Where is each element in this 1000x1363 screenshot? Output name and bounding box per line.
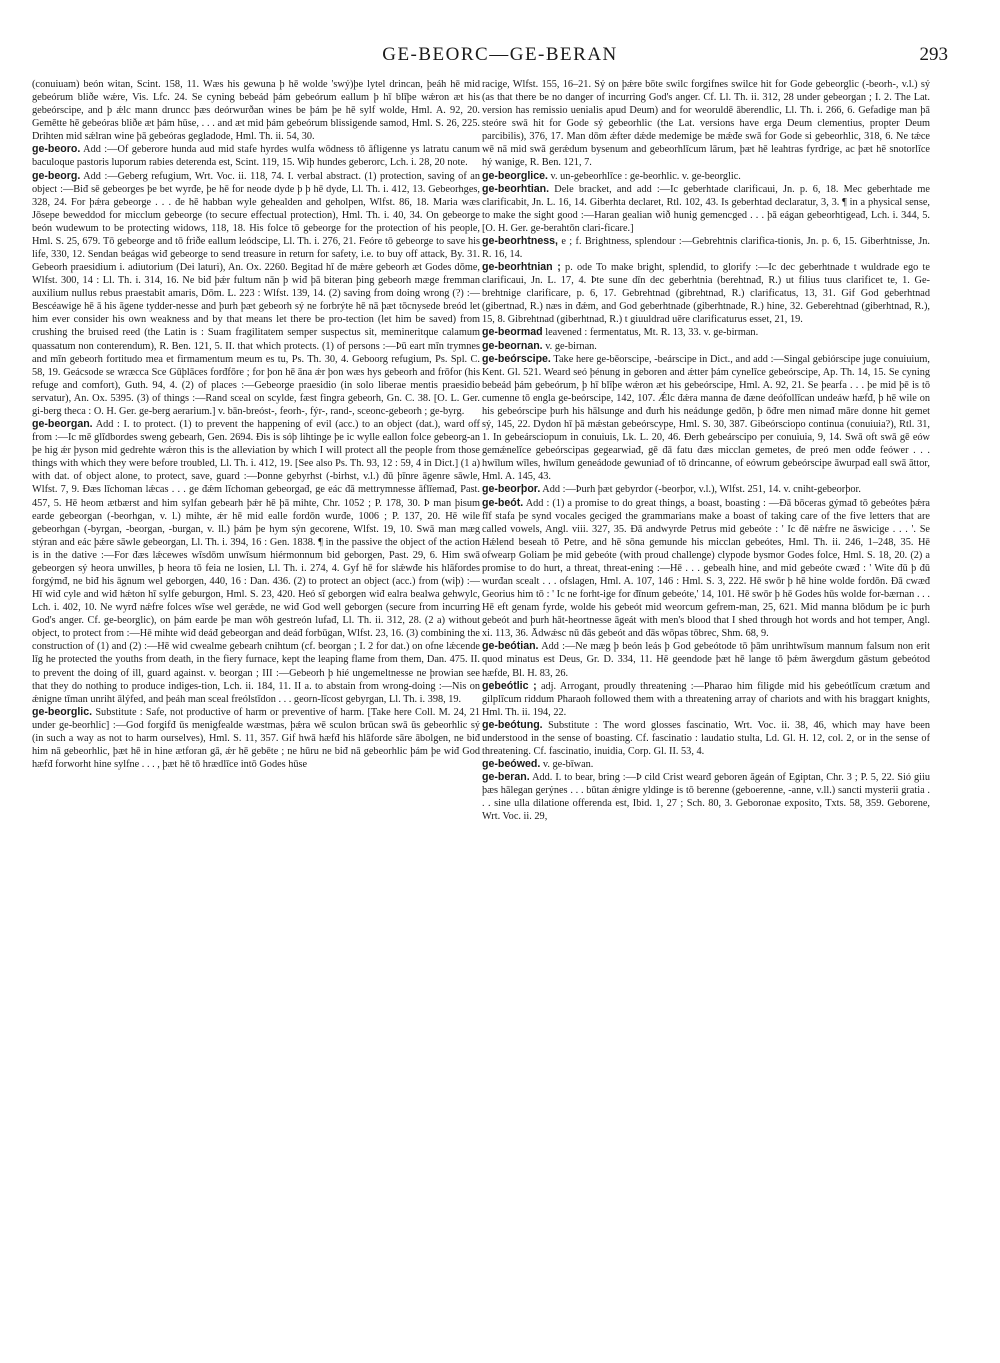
entry-headword: ge-beórscipe. <box>482 352 551 365</box>
page-number: 293 <box>919 44 948 65</box>
left-column <box>32 78 480 1353</box>
entry-continuation <box>32 78 480 143</box>
entry-text: leavened : fermentatus, Mt. R. 13, 33. v. ge-birman. <box>545 327 759 339</box>
entry-headword: ge-beorglic. <box>32 705 93 718</box>
dictionary-entry <box>482 497 930 641</box>
entry-headword: ge-beówed. <box>482 758 541 771</box>
entry-headword: ge-beorhtness, <box>482 234 558 247</box>
entry-headword: ge-beoro. <box>32 143 81 156</box>
right-column <box>482 78 930 1353</box>
entry-text: Substitute : The word glosses fascinatio, Wrt. Voc. ii. 38, 46, which may have been understood in the sense of boasting. Cf. fascinatio : laudatio stulta, Ld. Gl. H. 12, col. 2, or in the sense of threatening. Cf. fascinatio, inuidia, Corp. Gl. II. 53, 4. <box>482 719 930 757</box>
entry-text: Dele bracket, and add :—Ic geberhtade clarificaui, Jn. p. 6, 18. Mec geberhtade me clarificabit, Jn. L. 16, 14. Giberhta declaret, Rtl. 102, 43. Is geberhtad declaratur, 3, 3. ¶ in a physical sense, to make the sight good :—Haran gealian wið hunig gemencged . . . þā eágan gebeorhtigeađ, Lch. i. 344, 5. [O. H. Ger. ge-berahtōn clari-ficare.] <box>482 183 930 234</box>
dictionary-entry <box>32 418 480 706</box>
dictionary-entry <box>32 706 480 771</box>
dictionary-entry <box>482 771 930 823</box>
entry-headword: ge-beornan. <box>482 339 543 352</box>
dictionary-entry <box>482 235 930 261</box>
dictionary-entry <box>482 183 930 235</box>
entry-text: v. un-gebeorhlīce : ge-beorhlic. v. ge-beorglic. <box>550 170 741 182</box>
header-title: GE-BEORC—GE-BERAN <box>382 44 618 65</box>
dictionary-entry <box>32 170 480 418</box>
entry-text: v. ge-bīwan. <box>542 759 594 771</box>
entry-headword: ge-beorhtian. <box>482 182 550 195</box>
entry-text: Add : (1) a promise to do great things, a boast, boasting : —Đā bōceras gýmađ tō gebeótes þǽra fīf stafa þe synd vocales geciged the grammarians make a boast of taking care of the five letters that are called vowels, Angl. viii. 327, 35. Đā andwyrde Petrus mid gebeóte : ' Ic đē nǽfre ne āswicige . . . '. Se Hǽlend beseah tō Petre, and hē sōna gemunde his micclan gebeótes, Hml. Th. ii. 246, 1–248, 35. Hē ofwearp Goliam þe mid gebeóte (with proud challenge) clypode bysmor Godes folce, Hml. S. 18, 20. (2) a promise to do hurt, a threat, threat-ening :—Hē . . . gebealh hine, and mid gebeóte cwæđ : ' Wite đū þ đū wurđan scealt . . . ofslagen, Hml. A. 107, 146 : Hml. S. 3, 222. Hē swōr þ hē hine wolde fordōn. Đā cwæđ Georius him tō : ' Ic ne forht-ige for đīnum gebeóte,' 14, 101. Hē swōr þ hē Godes hūs wolde for-bærnan . . . Hē eft genam fyrde, wolde his gebeót mid weorcum gefrem-man, 25, 621. Mid manna blōdum þe ic þurh gebeót and þurh hāt-heortnesse āgeát with men's blood that I shed through hot words and hot temper, Angl. xi. 113, 36. Ādwǽsc nū đās gebeót and đās wōpas tōbrec, Shm. 68, 9. <box>482 497 930 640</box>
dictionary-entry <box>482 340 930 353</box>
entry-headword: ge-beran. <box>482 771 530 784</box>
entry-text: adj. Arrogant, proudly threatening :—Pharao him filigde mid his gebeótlīcum crætum and gilplīcum riddum Pharaoh followed them with a threatening array of chariots and with his braggart knights, Hml. Th. ii. 194, 22. <box>482 680 930 718</box>
entry-headword: ge-beót. <box>482 496 524 509</box>
running-header <box>30 44 970 72</box>
entry-text: Add :—Geberg refugium, Wrt. Voc. ii. 118, 74. I. verbal abstract. (1) protection, saving of an object :—Biđ sē gebeorges þe bet wyrđe, þe hē for neode dyde þ þ hē dyde, Ll. Th. i. 412, 13. Gebeorhges, 328, 24. For þǽra gebeorge . . . đe hē habban wyle gehealden and geholpen, Wlfst. 86, 18. Maria wæs Jōsepe beweddod for micclum gebeorge (to secure effectual protection), Hml. Th. i. 40, 34. On gebeorge beón wudewum to be protecting widows, 118, 18. His folce tō gebeorge for the protection of his people, Hml. S. 25, 679. Tō gebeorge and tō friðe eallum leódscipe, Ll. Th. i. 276, 21. Feóre tō gebeorge to save his life, 330, 12. Sendan beágas wiđ gebeorge to send treasure in return for safety, i.e. to buy off attack, By. 31. Gebeorh praesidium i. adiutorium (Dei laturi), An. Ox. 2260. Begitad hī đe mǽre gebeorh æt Godes dōme, Wlfst. 300, 14 : Ll. Th. i. 314, 16. Ne biđ þǽr fultum nān þ wiđ þā biteran þing gebeorh mæge fremman auxilium nullus rebus praestabit amaris, Dōm. L. 223 : Wlfst. 139, 14. (2) saving from doing wrong (?) :—Bescéawige hē ā his āgene tydder-nesse and þurh þæt gebeorh sý ne forbrýte hē nā þæt tōcnysede breód let him ever consider his own weakness and by that means let there be pro-tection (let him be saved) from crushing the bruised reed (the Latin is : Suam fragilitatem semper suspectus sit, memineritque calamum quassatum non conterendum), R. Ben. 121, 5. II. that which protects. (1) of persons :—Þū eart mīn trymnes and mīn gebeorh fortitudo mea et firmamentum meum es tu, Ps. Th. 30, 4. Geboorg refugium, Ps. Spl. C. 58, 19. Geácsode se wræcca Sce Gūþlāces forđfōre ; for þon hē āna ǽr þon wæs hys gebeorh and frōfor (his refuge and comfort), Guth. 94, 4. (2) of places :—Gebeorge praesidio (in solo liberae mentis praesidio servatur), An. Ox. 5395. (3) of things :—Rand sceal on scylde, fæst fingra gebeorh, Gn. C. 38. [O. L. Ger. gi-berg theca : O. H. Ger. ge-berg aerarium.] v. bān-breóst-, feorh-, fýr-, rand-, sceonc-gebeorh ; ge-byrg. <box>32 170 480 417</box>
dictionary-entry <box>482 170 930 183</box>
entry-text: p. ode To make bright, splendid, to glorify :—Ic dec geberhtnade t wuldrade ego te clarificaui, Jn. L. 17, 4. Þte sune dīn dec geberhtnia (berehtnađ, R.) ut filius tuus clarificet te, 1. Ge-brehtnige clarificare, p. 6, 17. Gebrehtnad (gibrehtnad, R.) clarificatus, 13, 31. Gif God geberhtnad (gibertnad, R.) næs in đǽm, and God geberhtnade (giberhtnade, R.) hine, 32. Geberehtnad (giberhtnad, R.), 15, 8. Gibrehtnad (giberhtnad, R.) t giuuldrad uēre clarificaturus esset, 21, 19. <box>482 262 930 326</box>
entry-text: racige, Wlfst. 155, 16–21. Sý on þǽre bōte swilc forgifnes swilce hit for Gode gebeorglic (-beorh-, v.l.) sý (as that there be no danger of incurring God's anger. Cf. Ll. Th. ii. 312, 28 under gebeorgan ; I. 2. The Lat. version has remissio uenialis apud Deum) and for weoruldē āberendlic, Ll. Th. i. 266, 6. Gefadige man þā steóre swā hit for Gode sý gebeorhlic (the Lat. versions have erga Deum clementius, propter Deum parcibilis), 376, 17. Man dōm ǽfter dǽde medemige be mǽđe swā for Gode si gebeorhlic, 318, 6. Ne tǽce wē nā mid swā gerǽdum bysenum and gebeorhlīcum lārum, þæt hē leahtras fyrđrige, ac þæt hē snotorlīce hý wanige, R. Ben. 121, 7. <box>482 79 930 169</box>
dictionary-entry <box>482 326 930 339</box>
entry-text: Substitute : Safe, not productive of harm or preventive of harm. [Take here Coll. M. 24, 21 under ge-beorhlic] :—God forgifđ ūs menigfealde wæstmas, þǽra wē sculon brūcan swā ūs gebeorhlic sý (in such a way as not to harm ourselves), Hml. S. 11, 357. Gif hwā hæfđ his hlāforde sāre ābolgen, ne biđ him nā gebeorhlic, þæt hē in hine ætforan gā, ǽr hē gebēte ; ne hūru ne biđ nā gebeorhlic þám þe wiđ God hæfđ forworht hine sylfne . . . , þæt hē tō hrædlīce intō Godes hūse <box>32 706 480 771</box>
entry-headword: ge-beótian. <box>482 640 539 653</box>
entry-headword: gebeótlic ; <box>482 679 537 692</box>
entry-text: Add : I. to protect. (1) to prevent the happening of evil (acc.) to an object (dat.), ward off from :—Ic mē glīdbordes sweng gebearh, Gen. 2694. Đis is sóþ lihtinge þe ic wylle eallon folce gebeorg-an þe hig ǽr þyson mid gedrehte wǽron this is the alleviation by which I will protect all the people from those things with which they were before troubled, Ll. Th. i. 412, 19. [See also Ps. Th. 93, 12 : 59, 4 in Dict.] (1 a) with dat. of object alone, to protect, save, guard :—Þonne gebyrhst (-birhst, v.l.) đū þīnre āgenre sāwle, Wlfst. 7, 9. Đæs līchoman lǽcas . . . ge đǽm līchoman gebeorgađ, ge eác đā mettrymnesse āflīemađ, Past. 457, 5. Hē heom ætbærst and him sylfan gebearh þǽr hē þā mihte, Chr. 1052 ; P. 178, 30. Þ man þisum earde gebeorgan (-beorhgan, v. l.) mihte, ǽr hē mid ealle fordōn wurđe, 1006 ; P. 137, 20. Hē wile gebeorhgan (-byrgan, -beorgan, -burgan, v. ll.) þám þe hym sýn gecorene, Wlfst. 19, 10. Swā man mæg stýran and eác þǽre sāwle gebeorgan, Ll. Th. i. 394, 16 : Gen. 1838. ¶ in the passive the object of the action is in the dative :—For đæs lǽcewes wīsdōm unwīsum hiérmonnum bid geborgen, Past. 29, 6. Him swā gebeorgen sý heora unwilles, þ heora tō feia ne losien, Ll. Th. i. 274, 4. Gyf hē for slǽwđe his hlāfordes forgýmđ, ne biđ his āgnum wel geborgen, 440, 16 : Dan. 436. (2) to protect an object (acc.) from (wiþ) :—Hī wiđ cyle and wiđ hǽton hī sylfe geburgon, Hml. S. 23, 420. Heó sī geborgen wiđ ealra bealwa gehwylc, Lch. i. 402, 10. Ne wyrđ nǽfre folces wīse wel gerǽde, ne wiđ God well geborgen (secure from incurring God's anger. Cf. ge-beorglic), on þám earde þe man wōh gestreón lufađ, Ll. Th. ii. 312, 28. (2 a) without object, to protect from :—Hē mihte wiđ deáđ gebeorgan and deáđ forbūgan, Wlfst. 23, 16. (3) combining the construction of (1) and (2) :—Hē wid cwealme gebearh cnihtum (cf. beorgan ; I. 2 for dat.) on ofne lǽcende līg he protected the youths from death, in the fiery furnace, kept the leaping flame from them, Dan. 475. II. to prevent the doing of ill, guard against. v. beorgan ; III :—Gebeorh þ hié ungemeltnesse ne þrowian see that they do nothing to produce indiges-tion, Lch. ii. 184, 11. II a. to abstain from wrong-doing :—Nis on ǽnigne tīman unriht ālýfed, and þeáh man sceal freólstīdon . . . georn-līcost gebyrgan, Ll. Th. i. 398, 19. <box>32 419 480 705</box>
entry-headword: ge-beótung. <box>482 718 543 731</box>
entry-text: Add :—Þurh þæt gebyrdor (-beorþor, v.l.), Wlfst. 251, 14. v. cniht-gebeorþor. <box>542 484 861 496</box>
entry-text: v. ge-birnan. <box>545 340 597 352</box>
entry-headword: ge-beorgan. <box>32 418 93 431</box>
entry-headword: ge-beorg. <box>32 169 81 182</box>
dictionary-entry <box>482 680 930 719</box>
dictionary-entry <box>482 758 930 771</box>
dictionary-entry <box>482 719 930 758</box>
entry-text: Add :—Of geberore hunda aud mid stafe hyrdes wulfa wōdness tō āfligenne ys latratu canum baculoque pastoris luporum rabies deterenda est, Scint. 119, 15. Wiþ hundes geberorc, Lch. i. 28, 20 note. <box>32 144 480 169</box>
dictionary-entry <box>32 143 480 169</box>
entry-headword: ge-beorglice. <box>482 169 548 182</box>
dictionary-entry <box>482 353 930 484</box>
entry-text: Add :—Ne mæg þ beón leás þ God gebeótode tō þām unrihtwīsum mannum falsum non erit quod minatus est Deus, Gr. D. 334, 11. Hē geendode þæt hē lange tō þǽm āwergdum gāstum gebeótod hæfde, Bl. H. 83, 26. <box>482 641 930 679</box>
entry-continuation <box>482 78 930 170</box>
entry-text: Take here ge-bēorscipe, -beárscipe in Dict., and add :—Singal gebiórscipe juge conuiuium, Kent. Gl. 521. Weard seó þénung in geboren and ǽtter þám cynelīce gebeórscipe, Ap. Th. 14, 15. Se cyning bebeád þám gebeórum, þ hī blīþe wǽron æt his gebeórscipe, Hml. A. 92, 21. Se þearfa . . . þe mid þē is tō cumenne tō engla ge-beórscipe, 142, 107. Ǽlc đǽra manna đe đæne deófollīcan undeáw hæfđ, þ hē wile on his gebeórscipe þurh his hālsunge and đurh his neádunge gedōn, þ ōđre men nimađ māre donne hit gemet sý, 145, 22. Dydon hī þā mǽstan gebeórscype, Hml. S. 30, 387. Gibeórsciopo continua (conuiuia?), Rtl. 31, 1. In gebeársciopum in conuiuis, Lk. L. 20, 46. Đerh gebeárscipo per conuiuia, 9, 14. Swā oft swā gē eów gemǽnelīce gebeórscipas gegearwiađ, gē đā fatu đæs micclan gemetes, đe preó men odđe feówer . . . hwīlum wīles, hwīlum geneádode gewuniađ of tō drincanne, of eówrum gebeórscipe āwurpađ eall swā āttor, Hml. A. 145, 43. <box>482 353 930 483</box>
dictionary-entry <box>482 640 930 679</box>
dictionary-entry <box>482 261 930 326</box>
entry-text: (conuiuam) beón witan, Scint. 158, 11. Wæs his gewuna þ hē wolde 'swý)þe lytel drincan, þeáh hē mid gebeórum bliðe wǽre, Vis. Lfc. 24. Se cyning bebeád þám gebeórum eallum þ hī blīþe wǽron æt his gebeórscipe, and þ ǽlc mann druncc þæs deórwurðan wines be þám þe hē sylf wolde, Hml. A. 92, 20. Gemētte hē gebeóras bliðe æt þám hūse, . . . and æt mid þám gebeórum blissigende samod, Hml. S. 26, 225. Drihten mid sǽlran wine þā gebeóras gegladode, Hml. Th. ii. 54, 30. <box>32 79 480 143</box>
entry-text: Add. I. to bear, bring :—Þ cild Crist wearđ geboren āgeán of Egiptan, Chr. 3 ; P. 5, 22. Sió giiu þæs hālegan gerýnes . . . būtan ǽnigre yldinge is tō berenne (geboerenne, -anne, v.ll.) sancti mysterii gratia . . . sine ulla dilatione offerenda est, Ibid. 1, 27 ; Sch. 80, 3. Geboronae exposito, Txts. 58, 359. Geborene, Wrt. Voc. ii. 29, <box>482 772 930 823</box>
dictionary-entry <box>482 483 930 496</box>
entry-headword: ge-beorþor. <box>482 483 541 496</box>
entry-text: e ; f. Brightness, splendour :—Gebrehtnis clarifica-tionis, Jn. p. 6, 15. Giberhtnisse, Jn. R. 16, 14. <box>482 235 930 261</box>
entry-headword: ge-beorhtnian ; <box>482 261 561 274</box>
entry-headword: ge-beormad <box>482 326 543 339</box>
